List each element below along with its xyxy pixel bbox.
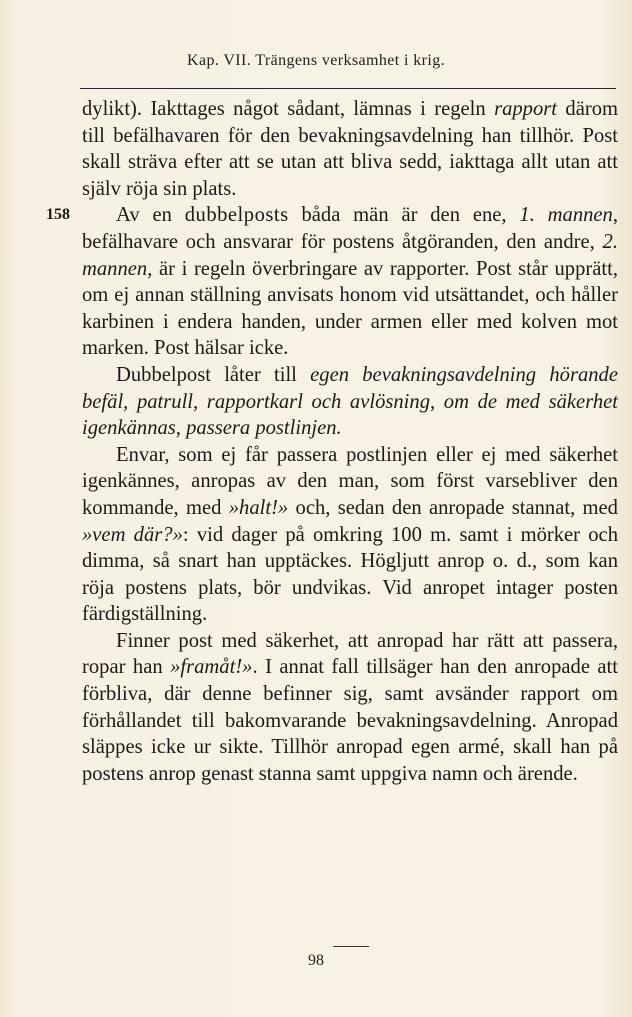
text-run: och, sedan den anropade stannat, med — [288, 496, 618, 519]
text-run: Envar, som ej får passera postlinjen eller ej med säkerhet igenkännes, anropas av den man, som först varsebliver den kommande, med — [82, 443, 618, 519]
footer-rule — [333, 946, 369, 947]
text-run: båda män är den ene, — [288, 204, 520, 227]
text-run: därom till befälhavaren för den bevakningsavdelning han tillhör. Post skall sträva efter att se utan att bliva sedd, iakttaga allt utan att själv röja sin plats. — [82, 98, 619, 200]
body-text — [46, 96, 619, 787]
paragraph-4 — [82, 442, 618, 628]
text-run: , är i regeln överbringare av rapporter. Post står upprätt, om ej annan ställning anvisats honom vid utsättandet, och håller karbinen i endera handen, under armen eller med kolven mot marken. Post hälsar icke. — [82, 257, 618, 360]
paragraph-158 — [46, 202, 619, 362]
paragraph-3 — [82, 362, 618, 442]
text-run: , befälhavare och ansvarar för postens åtgöranden, den andre, — [82, 204, 619, 253]
text-run: Av en — [116, 204, 185, 227]
paragraph-1 — [82, 96, 618, 202]
text-run: . I annat fall tillsäger han den anropade att förbliva, där denne befinner sig, samt avsänder rapport om förhållandet till bakomvarande bevakningsavdelning. Anropad släppes icke ur sikte. Tillhör anropad egen armé, skall han på postens anrop genast stanna samt uppgiva namn och ärende. — [82, 656, 618, 785]
italic-run: »halt!» — [228, 496, 289, 519]
page-number: 98 — [308, 952, 324, 969]
italic-run: rapport — [494, 98, 558, 120]
header-rule — [80, 88, 616, 89]
spaced-run: dubbelposts — [184, 204, 289, 227]
text-run: : vid dager på omkring 100 m. samt i mörker och dimma, så snart han upptäckes. Högljutt anrop o. d., som kan röja postens plats, bör undvikas. Vid anropet intager posten färdigställning. — [82, 523, 618, 626]
text-run: Finner post med säkerhet, att anropad har rätt att passera, ropar han — [82, 629, 618, 679]
text-run: Dubbelpost låter till — [116, 363, 311, 386]
running-header: Kap. VII. Trängens verksamhet i krig. — [186, 52, 446, 69]
italic-run: 2. mannen — [82, 230, 618, 280]
paragraph-5 — [82, 628, 618, 788]
text-run: dylikt). Iakttages något sådant, lämnas i regeln — [82, 98, 495, 120]
italic-run: 1. mannen — [519, 204, 613, 227]
italic-run: »vem där?» — [82, 523, 183, 546]
margin-number: 158 — [46, 206, 70, 224]
italic-run: »framåt!» — [170, 656, 253, 679]
italic-run: egen bevakningsavdelning hörande befäl, patrull, rapportkarl och avlösning, om de med säkerhet igenkännas, passera postlinjen. — [82, 363, 618, 440]
